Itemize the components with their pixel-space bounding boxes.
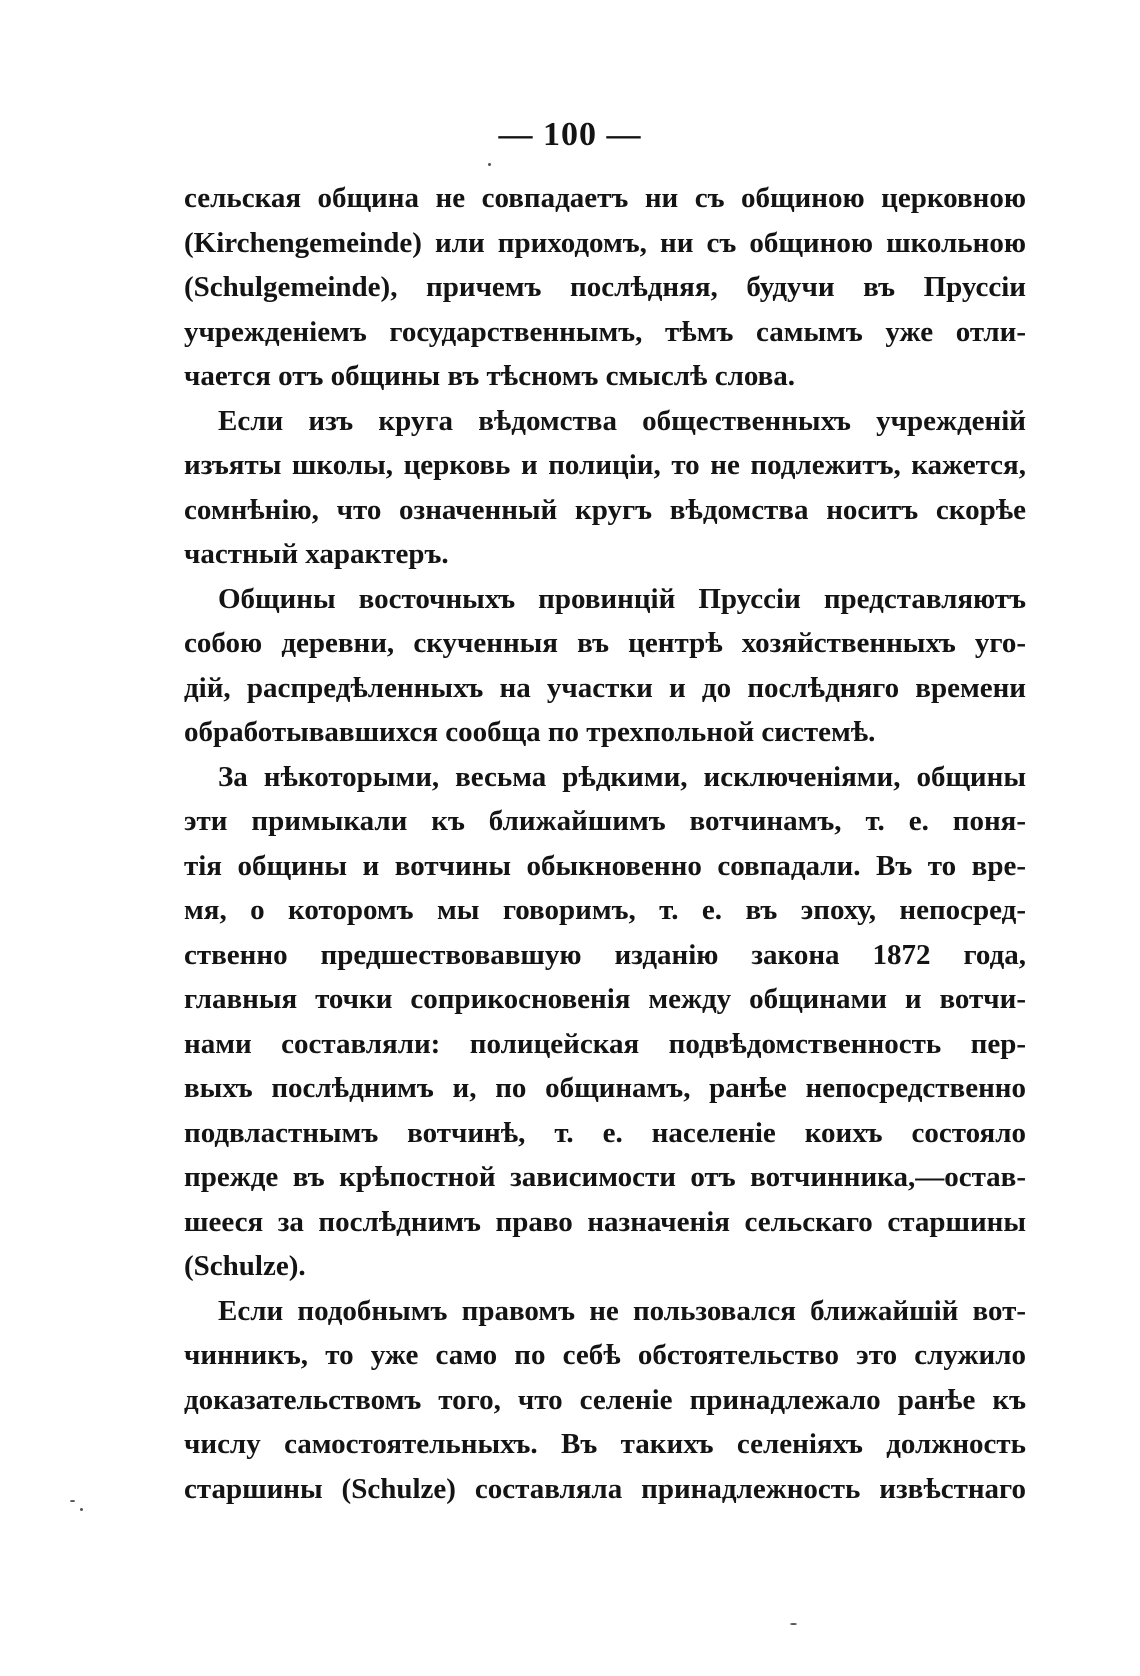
text-line: прежде въ крѣпостной зависимости отъ вотчинника,—остав- [184,1161,1026,1193]
text-line: тія общины и вотчины обыкновенно совпадали. Въ то вре- [184,849,1026,882]
text-line: числу самостоятельныхъ. Въ такихъ селеніяхъ должность [184,1428,1026,1460]
text-line: обработывавшихся сообща по трехпольной системѣ. [184,716,876,748]
text-line: учрежденіемъ государственнымъ, тѣмъ самымъ уже отли- [184,315,1026,348]
text-line: изъяты школы, церковь и полиціи, то не подлежитъ, кажется, [184,449,1026,481]
text-line: Общины восточныхъ провинцій Пруссіи представляютъ [218,582,1026,615]
text-line: (Kirchengemeinde) или приходомъ, ни съ общиною школьною [184,226,1026,259]
text-line: нами составляли: полицейская подвѣдомственность пер- [184,1027,1026,1060]
scan-speck [80,1508,83,1511]
text-line: старшины (Schulze) составляла принадлежность извѣстнаго [184,1472,1026,1505]
text-line: ственно предшествовавшую изданію закона 1872 года, [184,938,1026,971]
text-line: (Schulgemeinde), причемъ послѣдняя, будучи въ Пруссіи [184,271,1026,303]
paragraph-1 [184,176,1026,399]
body-text [184,176,1026,1511]
scan-speck [790,1623,797,1625]
text-line: мя, о которомъ мы говоримъ, т. е. въ эпоху, непосред- [184,894,1026,926]
page-number: — 100 — [498,116,642,153]
text-line: сельская община не совпадаетъ ни съ общиною церковною [184,182,1026,214]
text-line: За нѣкоторыми, весьма рѣдкими, исключеніями, общины [218,760,1026,793]
text-line: частный характеръ. [184,538,449,570]
text-line: доказательствомъ того, что селеніе принадлежало ранѣе къ [184,1383,1026,1416]
text-line: главныя точки соприкосновенія между общинами и вотчи- [184,983,1026,1015]
text-line: выхъ послѣднимъ и, по общинамъ, ранѣе непосредственно [184,1072,1026,1104]
text-line: сомнѣнію, что означенный кругъ вѣдомства носитъ скорѣе [184,493,1026,526]
text-line: (Schulze). [184,1250,306,1282]
text-line: подвластнымъ вотчинѣ, т. е. населеніе коихъ состояло [184,1116,1026,1149]
text-line: Если изъ круга вѣдомства общественныхъ учрежденій [218,404,1026,437]
text-line: шееся за послѣднимъ право назначенія сельскаго старшины [184,1205,1026,1238]
text-line: Если подобнымъ правомъ не пользовался ближайшій вот- [218,1294,1026,1327]
text-line: эти примыкали къ ближайшимъ вотчинамъ, т. е. поня- [184,805,1026,837]
scan-speck [488,163,491,166]
text-line: дій, распредѣленныхъ на участки и до послѣдняго времени [184,671,1026,704]
text-line: собою деревни, скученныя въ центрѣ хозяйственныхъ уго- [184,627,1026,659]
scan-speck [70,1500,75,1502]
text-line: чается отъ общины въ тѣсномъ смыслѣ слова. [184,360,796,392]
paragraph-4 [184,755,1026,1289]
paragraph-5 [184,1289,1026,1512]
paragraph-3 [184,577,1026,755]
paragraph-2 [184,399,1026,577]
text-line: чинникъ, то уже само по себѣ обстоятельство это служило [184,1339,1026,1371]
